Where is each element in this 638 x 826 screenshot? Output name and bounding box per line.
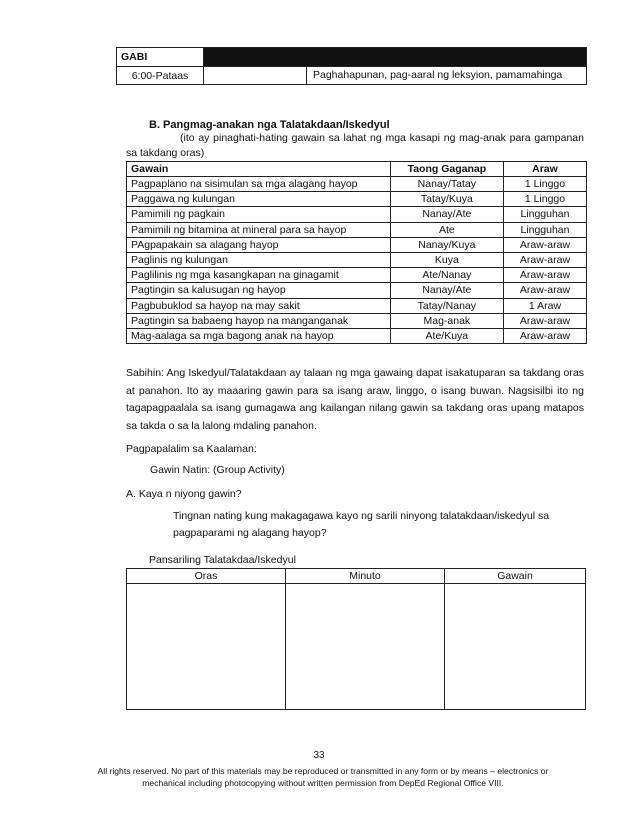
table-row: [127, 268, 587, 283]
pansarili-label: Pansariling Talatakdaa/Iskedyul: [149, 554, 296, 566]
gabi-empty-cell: [204, 67, 307, 85]
pagpapalalim-heading: Pagpapalalim sa Kaalaman:: [126, 443, 257, 455]
schedule-header-araw: Araw: [503, 162, 586, 177]
schedule-cell-taong-gaganap: Ate/Kuya: [390, 328, 503, 343]
section-b-title: B. Pangmag-anakan nga Talatakdaan/Iskedyul: [149, 119, 390, 131]
schedule-cell-araw: Lingguhan: [503, 207, 586, 222]
schedule-cell-taong-gaganap: Mag-anak: [390, 313, 503, 328]
gabi-time: 6:00-Pataas: [117, 67, 204, 85]
table-row: [127, 252, 587, 267]
gabi-header-label: GABI: [117, 48, 204, 67]
blank-header-oras: Oras: [127, 569, 286, 584]
blank-schedule-table: [126, 568, 586, 710]
schedule-cell-gawain: Pagtingin sa kalusugan ng hayop: [127, 283, 391, 298]
gabi-table: [116, 47, 587, 85]
table-row: [127, 177, 587, 192]
blank-cell-minuto[interactable]: [286, 584, 445, 710]
schedule-cell-araw: 1 Araw: [503, 298, 586, 313]
schedule-cell-taong-gaganap: Nanay/Ate: [390, 283, 503, 298]
schedule-header-gawain: Gawain: [127, 162, 391, 177]
schedule-cell-taong-gaganap: Nanay/Tatay: [390, 177, 503, 192]
table-row: [127, 283, 587, 298]
schedule-cell-taong-gaganap: Kuya: [390, 252, 503, 267]
schedule-cell-araw: Lingguhan: [503, 222, 586, 237]
table-row: [127, 222, 587, 237]
kaya-question: A. Kaya n niyong gawin?: [126, 488, 242, 500]
schedule-cell-araw: Araw-araw: [503, 283, 586, 298]
gabi-header-row: [117, 48, 587, 67]
blank-header-row: [127, 569, 586, 584]
schedule-cell-gawain: Pagtingin sa babaeng hayop na manganganak: [127, 313, 391, 328]
schedule-cell-taong-gaganap: Nanay/Kuya: [390, 237, 503, 252]
blank-cell-gawain[interactable]: [445, 584, 586, 710]
schedule-cell-araw: 1 Linggo: [503, 177, 586, 192]
table-row: [127, 313, 587, 328]
schedule-cell-taong-gaganap: Ate/Nanay: [390, 268, 503, 283]
table-row: [127, 207, 587, 222]
tingnan-instruction: Tingnan nating kung makagagawa kayo ng sarili ninyong talatakdaan/iskedyul sa pagpaparami ng alagang hayop?: [173, 510, 550, 539]
schedule-cell-gawain: Paggawa ng kulungan: [127, 192, 391, 207]
blank-entry-row: [127, 584, 586, 710]
schedule-cell-gawain: Pamimili ng pagkain: [127, 207, 391, 222]
schedule-cell-gawain: Mag-aalaga sa mga bagong anak na hayop: [127, 328, 391, 343]
schedule-cell-taong-gaganap: Ate: [390, 222, 503, 237]
schedule-cell-gawain: Pagbubuklod sa hayop na may sakit: [127, 298, 391, 313]
schedule-cell-gawain: Paglinis ng kulungan: [127, 252, 391, 267]
schedule-cell-gawain: Paglilinis ng mga kasangkapan na ginagamit: [127, 268, 391, 283]
gabi-row: [117, 67, 587, 85]
schedule-cell-taong-gaganap: Nanay/Ate: [390, 207, 503, 222]
schedule-cell-araw: Araw-araw: [503, 313, 586, 328]
schedule-cell-gawain: Pamimili ng bitamina at mineral para sa hayop: [127, 222, 391, 237]
page-number: 33: [313, 750, 325, 761]
schedule-cell-taong-gaganap: Tatay/Nanay: [390, 298, 503, 313]
sabihin-paragraph: Sabihin: Ang Iskedyul/Talatakdaan ay talaan ng mga gawaing dapat isakatuparan sa takdang oras at panahon. Ito ay maaaring gawin para sa isang araw, linggo, o isang buwan. Nagsisilbi ito ng tagapagpaalala sa isang gumagawa ang kailangan nilang gawin sa takdang oras upang matapos sa takda o sa la lalong mdaling panahon.: [126, 367, 584, 432]
table-row: [127, 192, 587, 207]
schedule-header-taong-gaganap: Taong Gaganap: [390, 162, 503, 177]
blank-header-minuto: Minuto: [286, 569, 445, 584]
schedule-cell-araw: 1 Linggo: [503, 192, 586, 207]
copyright-footer: All rights reserved. No part of this materials may be reproduced or transmitted in any form or by means – electronics or mechanical including photocopying without written permission from DepEd Regional Office VIII.: [97, 766, 549, 788]
table-row: [127, 298, 587, 313]
gabi-header-fill: [204, 48, 587, 67]
section-b-note: (ito ay pinaghati-hating gawain sa lahat ng mga kasapi ng mag-anak para gampanan sa takdang oras): [126, 132, 584, 159]
blank-header-gawain: Gawain: [445, 569, 586, 584]
gawin-natin-label: Gawin Natin: (Group Activity): [150, 464, 285, 476]
table-row: [127, 328, 587, 343]
family-schedule-table: [126, 161, 587, 344]
schedule-cell-gawain: Pagpaplano na sisimulan sa mga alagang hayop: [127, 177, 391, 192]
schedule-header-row: [127, 162, 587, 177]
table-row: [127, 237, 587, 252]
schedule-cell-taong-gaganap: Tatay/Kuya: [390, 192, 503, 207]
schedule-cell-araw: Araw-araw: [503, 237, 586, 252]
schedule-cell-araw: Araw-araw: [503, 268, 586, 283]
schedule-cell-araw: Araw-araw: [503, 252, 586, 267]
blank-cell-oras[interactable]: [127, 584, 286, 710]
schedule-cell-gawain: PAgpapakain sa alagang hayop: [127, 237, 391, 252]
gabi-activity: Paghahapunan, pag-aaral ng leksyion, pamamahinga: [307, 67, 587, 85]
schedule-cell-araw: Araw-araw: [503, 328, 586, 343]
